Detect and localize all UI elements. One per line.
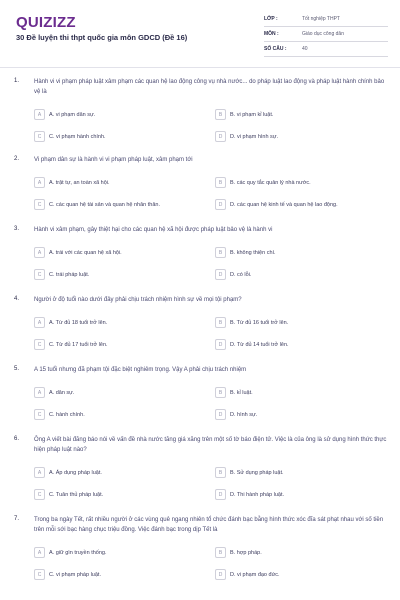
option-text: B. hợp pháp. [230,549,262,556]
meta-label: SỐ CÂU : [264,46,287,52]
option-b[interactable] [215,246,276,259]
option-text: C. vi phạm hành chính. [49,133,106,140]
option-a[interactable] [34,108,95,121]
option-b[interactable] [215,466,284,479]
option-b[interactable] [215,108,273,121]
option-letter-box: D [215,269,226,280]
option-letter-box: B [215,547,226,558]
option-c[interactable] [34,408,85,421]
option-text: A. giữ gìn truyền thống. [49,549,107,556]
option-text: B. vi phạm kỉ luật. [230,111,274,118]
option-d[interactable] [215,130,278,143]
option-letter-box: B [215,387,226,398]
option-a[interactable] [34,246,122,259]
option-letter-box: C [34,131,45,142]
option-letter-box: A [34,177,45,188]
question-number: 1. [14,78,20,84]
question-number: 7. [14,516,20,522]
option-letter-box: A [34,387,45,398]
option-b[interactable] [215,316,288,329]
option-letter-box: C [34,569,45,580]
option-text: D. vi phạm hình sự. [230,133,279,140]
option-c[interactable] [34,268,89,281]
option-letter-box: D [215,131,226,142]
option-letter-box: C [34,339,45,350]
question-number: 2. [14,156,20,162]
option-text: B. các quy tắc quản lý nhà nước. [230,179,311,186]
option-letter-box: D [215,409,226,420]
option-text: A. trật tự, an toàn xã hội. [49,179,110,186]
option-letter-box: C [34,409,45,420]
option-text: D. các quan hệ kinh tế và quan hệ lao động. [230,201,338,208]
option-letter-box: D [215,569,226,580]
option-text: D. hình sự. [230,411,258,418]
option-text: B. kỉ luật. [230,389,253,396]
option-d[interactable] [215,408,257,421]
option-text: C. các quan hệ tài sản và quan hệ nhân thân. [49,201,160,208]
option-text: D. có lỗi. [230,271,252,278]
option-b[interactable] [215,386,253,399]
option-text: A. Từ đủ 18 tuổi trở lên. [49,319,108,326]
meta-row-question-count [264,42,388,57]
option-letter-box: B [215,177,226,188]
option-letter-box: B [215,247,226,258]
option-a[interactable] [34,176,110,189]
question-text: Vi phạm dân sự là hành vi vi phạm pháp luật, xâm phạm tới [34,157,193,163]
meta-value: 40 [302,46,308,52]
worksheet-header [0,0,400,68]
question-text: Trong ba ngày Tết, rất nhiều người ở các vùng quê ngang nhiên tổ chức đánh bạc bằng hình thức xóc đĩa sát phạt nhau với số tiền trên mỗi sới bạc hàng chục triệu đồng. Việc đánh bạc trong dịp Tết là [34,517,384,533]
option-text: D. vi phạm đạo đức. [230,571,280,578]
option-letter-box: B [215,317,226,328]
option-text: B. không thiện chí. [230,249,276,256]
option-text: A. vi phạm dân sự. [49,111,96,118]
meta-label: MÔN : [264,31,279,37]
option-d[interactable] [215,268,251,281]
meta-row-subject [264,27,388,42]
option-letter-box: B [215,467,226,478]
option-b[interactable] [215,176,311,189]
option-letter-box: A [34,547,45,558]
question-text: Người ở độ tuổi nào dưới đây phải chịu trách nhiệm hình sự về mọi tội phạm? [34,297,242,303]
option-a[interactable] [34,386,74,399]
option-letter-box: D [215,199,226,210]
option-d[interactable] [215,488,284,501]
option-text: A. dân sự. [49,389,75,396]
question-text: Hành vi xâm phạm, gây thiệt hại cho các quan hệ xã hội được pháp luật bảo vệ là hành vi [34,227,273,233]
option-d[interactable] [215,568,280,581]
option-c[interactable] [34,130,106,143]
question-text: Hành vi vi phạm pháp luật xâm phạm các quan hệ lao động công vụ nhà nước... do pháp luật lao động và pháp luật hành chính bảo vệ là [34,79,385,95]
option-letter-box: A [34,317,45,328]
option-d[interactable] [215,198,338,211]
option-text: B. Từ đủ 16 tuổi trở lên. [230,319,289,326]
option-a[interactable] [34,466,102,479]
option-text: B. Sử dụng pháp luật. [230,469,284,476]
header-divider [0,67,400,68]
option-c[interactable] [34,198,160,211]
question-text: A 15 tuổi nhưng đã phạm tội đặc biệt nghiêm trọng. Vậy A phải chịu trách nhiệm [34,367,247,373]
option-letter-box: B [215,109,226,120]
option-d[interactable] [215,338,289,351]
question-text: Ông A viết bài đăng báo nói về vấn đề nhà nước tăng giá xăng trên một số tờ báo điện tử. Việc là của ông là sử dụng hình thức thực hiện pháp luật nào? [34,437,387,453]
option-text: C. Tuân thủ pháp luật. [49,491,104,498]
option-c[interactable] [34,338,108,351]
option-text: C. hành chính. [49,411,85,418]
option-text: D. Thi hành pháp luật. [230,491,285,498]
option-letter-box: D [215,489,226,500]
option-text: C. Từ đủ 17 tuổi trở lên. [49,341,108,348]
option-letter-box: A [34,247,45,258]
option-letter-box: C [34,199,45,210]
worksheet-meta [264,12,388,57]
option-letter-box: D [215,339,226,350]
meta-value: Tốt nghiệp THPT [302,16,340,22]
question-number: 3. [14,226,20,232]
question-number: 4. [14,296,20,302]
question-number: 6. [14,436,20,442]
option-text: A. Áp dụng pháp luật. [49,469,102,476]
option-b[interactable] [215,546,262,559]
option-text: A. trái với các quan hệ xã hội. [49,249,122,256]
option-text: D. Từ đủ 14 tuổi trở lên. [230,341,289,348]
option-a[interactable] [34,316,107,329]
option-letter-box: C [34,269,45,280]
meta-row-class [264,12,388,27]
option-c[interactable] [34,568,101,581]
option-letter-box: C [34,489,45,500]
meta-value: Giáo dục công dân [302,31,344,37]
option-a[interactable] [34,546,107,559]
option-letter-box: A [34,467,45,478]
meta-label: LỚP : [264,16,278,22]
option-letter-box: A [34,109,45,120]
worksheet-title: 30 Đề luyện thi thpt quốc gia môn GDCD (Đề 16) [16,33,188,42]
quizizz-logo: QUIZIZZ [16,14,76,31]
option-text: C. trái pháp luật. [49,271,90,278]
option-c[interactable] [34,488,103,501]
option-text: C. vi phạm pháp luật. [49,571,101,578]
question-number: 5. [14,366,20,372]
